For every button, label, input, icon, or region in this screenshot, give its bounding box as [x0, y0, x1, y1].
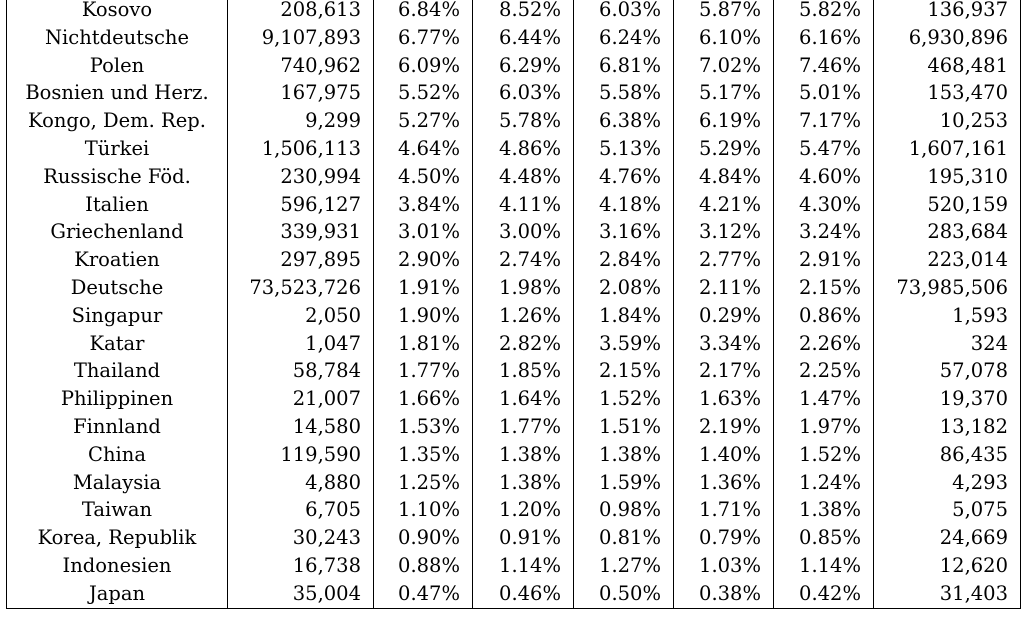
cell-last: 10,253 [874, 107, 1021, 135]
cell-last: 73,985,506 [874, 274, 1021, 302]
cell-pct-4: 6.19% [674, 107, 774, 135]
cell-pct-1: 3.01% [374, 218, 473, 246]
data-table [6, 0, 1021, 609]
cell-pct-2: 4.48% [473, 163, 574, 191]
cell-pct-3: 0.98% [574, 496, 674, 524]
cell-pct-1: 6.09% [374, 52, 473, 80]
cell-pct-4: 0.38% [674, 580, 774, 608]
cell-country: Thailand [7, 357, 228, 385]
cell-country: Griechenland [7, 218, 228, 246]
cell-pct-1: 1.25% [374, 469, 473, 497]
table-row [7, 24, 1021, 52]
cell-pct-2: 1.98% [473, 274, 574, 302]
cell-pct-5: 1.14% [774, 552, 874, 580]
cell-last: 24,669 [874, 524, 1021, 552]
cell-pct-4: 1.71% [674, 496, 774, 524]
cell-total: 230,994 [228, 163, 374, 191]
table-row [7, 52, 1021, 80]
table-row [7, 385, 1021, 413]
cell-pct-3: 6.03% [574, 0, 674, 24]
cell-pct-4: 0.29% [674, 302, 774, 330]
cell-total: 9,107,893 [228, 24, 374, 52]
table-row [7, 135, 1021, 163]
cell-total: 16,738 [228, 552, 374, 580]
cell-country: Finnland [7, 413, 228, 441]
table-row [7, 330, 1021, 358]
cell-country: Katar [7, 330, 228, 358]
cell-pct-1: 5.27% [374, 107, 473, 135]
cell-country: China [7, 441, 228, 469]
cell-pct-1: 1.77% [374, 357, 473, 385]
cell-country: Nichtdeutsche [7, 24, 228, 52]
table-row [7, 107, 1021, 135]
cell-pct-2: 2.74% [473, 246, 574, 274]
cell-pct-1: 1.81% [374, 330, 473, 358]
cell-pct-4: 3.34% [674, 330, 774, 358]
table-row [7, 580, 1021, 608]
table-row [7, 552, 1021, 580]
cell-country: Russische Föd. [7, 163, 228, 191]
table-row [7, 79, 1021, 107]
cell-pct-2: 1.14% [473, 552, 574, 580]
cell-pct-5: 1.97% [774, 413, 874, 441]
cell-pct-4: 2.19% [674, 413, 774, 441]
cell-pct-2: 1.77% [473, 413, 574, 441]
table-row [7, 469, 1021, 497]
cell-total: 58,784 [228, 357, 374, 385]
cell-pct-3: 2.15% [574, 357, 674, 385]
cell-pct-1: 2.90% [374, 246, 473, 274]
table-row [7, 218, 1021, 246]
cell-pct-3: 2.84% [574, 246, 674, 274]
cell-pct-1: 4.64% [374, 135, 473, 163]
cell-pct-5: 4.30% [774, 191, 874, 219]
cell-pct-3: 0.81% [574, 524, 674, 552]
table-row [7, 524, 1021, 552]
cell-last: 153,470 [874, 79, 1021, 107]
cell-last: 468,481 [874, 52, 1021, 80]
cell-last: 520,159 [874, 191, 1021, 219]
cell-pct-2: 5.78% [473, 107, 574, 135]
cell-pct-4: 5.17% [674, 79, 774, 107]
cell-pct-3: 1.51% [574, 413, 674, 441]
cell-last: 195,310 [874, 163, 1021, 191]
cell-pct-2: 6.03% [473, 79, 574, 107]
cell-pct-2: 6.44% [473, 24, 574, 52]
cell-pct-4: 1.63% [674, 385, 774, 413]
cell-pct-2: 1.20% [473, 496, 574, 524]
table-row [7, 163, 1021, 191]
cell-total: 297,895 [228, 246, 374, 274]
cell-total: 596,127 [228, 191, 374, 219]
cell-pct-5: 0.42% [774, 580, 874, 608]
cell-pct-4: 0.79% [674, 524, 774, 552]
cell-total: 73,523,726 [228, 274, 374, 302]
cell-pct-1: 1.90% [374, 302, 473, 330]
cell-pct-3: 1.38% [574, 441, 674, 469]
cell-pct-1: 6.84% [374, 0, 473, 24]
cell-country: Malaysia [7, 469, 228, 497]
cell-total: 9,299 [228, 107, 374, 135]
cell-pct-3: 0.50% [574, 580, 674, 608]
cell-pct-1: 3.84% [374, 191, 473, 219]
cell-last: 4,293 [874, 469, 1021, 497]
cell-last: 283,684 [874, 218, 1021, 246]
table-row [7, 441, 1021, 469]
cell-pct-3: 4.76% [574, 163, 674, 191]
cell-pct-2: 1.38% [473, 469, 574, 497]
cell-pct-4: 7.02% [674, 52, 774, 80]
cell-last: 1,607,161 [874, 135, 1021, 163]
cell-pct-2: 1.85% [473, 357, 574, 385]
table-row [7, 191, 1021, 219]
cell-pct-4: 2.77% [674, 246, 774, 274]
cell-pct-3: 6.38% [574, 107, 674, 135]
cell-country: Bosnien und Herz. [7, 79, 228, 107]
cell-pct-1: 1.10% [374, 496, 473, 524]
cell-total: 740,962 [228, 52, 374, 80]
cell-pct-5: 0.86% [774, 302, 874, 330]
cell-last: 19,370 [874, 385, 1021, 413]
cell-pct-2: 1.38% [473, 441, 574, 469]
cell-pct-5: 2.26% [774, 330, 874, 358]
cell-pct-3: 3.59% [574, 330, 674, 358]
cell-pct-5: 5.01% [774, 79, 874, 107]
cell-country: Singapur [7, 302, 228, 330]
cell-last: 5,075 [874, 496, 1021, 524]
cell-pct-1: 6.77% [374, 24, 473, 52]
cell-pct-1: 1.66% [374, 385, 473, 413]
cell-pct-2: 8.52% [473, 0, 574, 24]
cell-pct-2: 4.86% [473, 135, 574, 163]
cell-pct-4: 5.87% [674, 0, 774, 24]
cell-pct-4: 1.36% [674, 469, 774, 497]
cell-pct-1: 1.35% [374, 441, 473, 469]
cell-pct-1: 0.90% [374, 524, 473, 552]
cell-country: Deutsche [7, 274, 228, 302]
table-row [7, 0, 1021, 24]
cell-pct-3: 4.18% [574, 191, 674, 219]
cell-last: 1,593 [874, 302, 1021, 330]
cell-total: 119,590 [228, 441, 374, 469]
cell-pct-3: 1.27% [574, 552, 674, 580]
cell-pct-3: 5.13% [574, 135, 674, 163]
cell-pct-1: 1.53% [374, 413, 473, 441]
cell-pct-1: 0.47% [374, 580, 473, 608]
cell-pct-2: 0.46% [473, 580, 574, 608]
cell-pct-5: 2.91% [774, 246, 874, 274]
cell-country: Kongo, Dem. Rep. [7, 107, 228, 135]
cell-pct-2: 4.11% [473, 191, 574, 219]
cell-country: Philippinen [7, 385, 228, 413]
cell-pct-2: 3.00% [473, 218, 574, 246]
cell-country: Taiwan [7, 496, 228, 524]
cell-country: Türkei [7, 135, 228, 163]
table-row [7, 413, 1021, 441]
cell-country: Italien [7, 191, 228, 219]
cell-pct-5: 4.60% [774, 163, 874, 191]
cell-pct-5: 5.82% [774, 0, 874, 24]
table-row [7, 274, 1021, 302]
cell-pct-3: 6.81% [574, 52, 674, 80]
cell-total: 4,880 [228, 469, 374, 497]
cell-last: 324 [874, 330, 1021, 358]
cell-pct-5: 0.85% [774, 524, 874, 552]
cell-last: 6,930,896 [874, 24, 1021, 52]
cell-pct-4: 5.29% [674, 135, 774, 163]
cell-last: 136,937 [874, 0, 1021, 24]
cell-pct-2: 1.26% [473, 302, 574, 330]
cell-last: 12,620 [874, 552, 1021, 580]
cell-total: 1,506,113 [228, 135, 374, 163]
cell-pct-3: 1.84% [574, 302, 674, 330]
cell-pct-3: 1.59% [574, 469, 674, 497]
cell-pct-5: 7.17% [774, 107, 874, 135]
cell-last: 57,078 [874, 357, 1021, 385]
table-row [7, 302, 1021, 330]
cell-pct-2: 2.82% [473, 330, 574, 358]
cell-total: 6,705 [228, 496, 374, 524]
cell-country: Indonesien [7, 552, 228, 580]
cell-pct-3: 5.58% [574, 79, 674, 107]
cell-pct-2: 1.64% [473, 385, 574, 413]
cell-pct-1: 0.88% [374, 552, 473, 580]
cell-total: 1,047 [228, 330, 374, 358]
table-body [7, 0, 1021, 608]
cell-pct-4: 2.17% [674, 357, 774, 385]
cell-pct-5: 5.47% [774, 135, 874, 163]
cell-pct-4: 1.40% [674, 441, 774, 469]
cell-country: Kroatien [7, 246, 228, 274]
cell-pct-5: 6.16% [774, 24, 874, 52]
table-row [7, 357, 1021, 385]
cell-pct-1: 4.50% [374, 163, 473, 191]
cell-pct-5: 1.38% [774, 496, 874, 524]
cell-pct-4: 4.84% [674, 163, 774, 191]
table-row [7, 246, 1021, 274]
cell-total: 30,243 [228, 524, 374, 552]
cell-pct-2: 0.91% [473, 524, 574, 552]
cell-pct-4: 3.12% [674, 218, 774, 246]
cell-pct-5: 2.15% [774, 274, 874, 302]
cell-last: 86,435 [874, 441, 1021, 469]
cell-total: 14,580 [228, 413, 374, 441]
cell-total: 35,004 [228, 580, 374, 608]
cell-last: 13,182 [874, 413, 1021, 441]
cell-pct-5: 2.25% [774, 357, 874, 385]
cell-total: 21,007 [228, 385, 374, 413]
cell-country: Kosovo [7, 0, 228, 24]
table-row [7, 496, 1021, 524]
cell-pct-4: 6.10% [674, 24, 774, 52]
cell-last: 31,403 [874, 580, 1021, 608]
cell-total: 339,931 [228, 218, 374, 246]
cell-pct-5: 1.47% [774, 385, 874, 413]
cell-pct-3: 3.16% [574, 218, 674, 246]
cell-total: 2,050 [228, 302, 374, 330]
cell-pct-1: 1.91% [374, 274, 473, 302]
cell-total: 208,613 [228, 0, 374, 24]
cell-country: Polen [7, 52, 228, 80]
cell-pct-1: 5.52% [374, 79, 473, 107]
cell-pct-4: 2.11% [674, 274, 774, 302]
cell-total: 167,975 [228, 79, 374, 107]
cell-pct-3: 6.24% [574, 24, 674, 52]
cell-pct-5: 1.24% [774, 469, 874, 497]
cell-pct-3: 1.52% [574, 385, 674, 413]
cell-pct-5: 3.24% [774, 218, 874, 246]
cell-pct-3: 2.08% [574, 274, 674, 302]
cell-country: Korea, Republik [7, 524, 228, 552]
cell-pct-4: 1.03% [674, 552, 774, 580]
cell-pct-4: 4.21% [674, 191, 774, 219]
cell-last: 223,014 [874, 246, 1021, 274]
cell-pct-2: 6.29% [473, 52, 574, 80]
cell-pct-5: 1.52% [774, 441, 874, 469]
cell-country: Japan [7, 580, 228, 608]
cell-pct-5: 7.46% [774, 52, 874, 80]
